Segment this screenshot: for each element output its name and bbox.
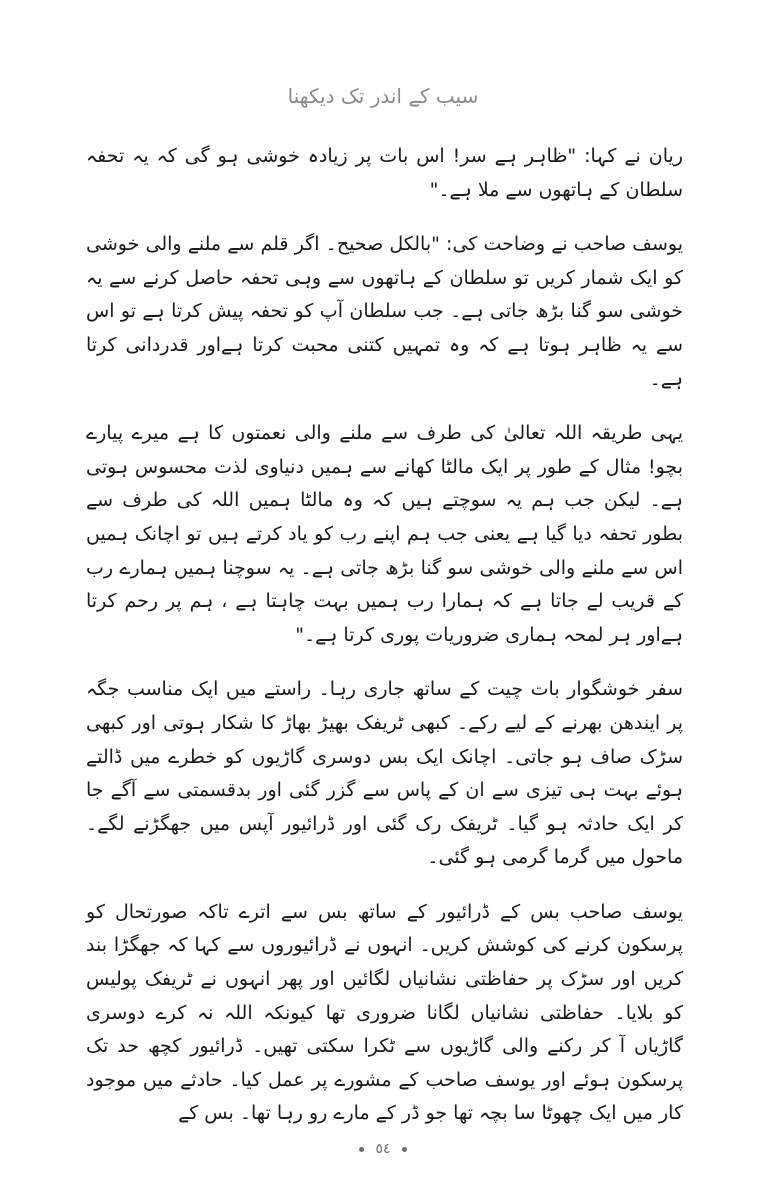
running-header: سیب کے اندر تک دیکھنا xyxy=(287,84,479,108)
paragraph: یہی طریقہ اللہ تعالیٰ کی طرف سے ملنے والی نعمتوں کا ہے میرے پیارے بچو! مثال کے طور پر ایک مالٹا کھانے سے ہمیں دنیاوی لذت محسوس ہوتی ہے۔ لیکن جب ہم یہ سوچتے ہیں کہ وہ مالٹا ہمیں اللہ کی طرف سے بطور تحفہ دیا گیا ہے یعنی جب ہم اپنے رب کو یاد کرتے ہیں تو اچانک ہمیں اس سے ملنے والی خوشی سو گنا بڑھ جاتی ہے۔ یہ سوچنا ہمیں ہمارے رب کے قریب لے جاتا ہے کہ ہمارا رب ہمیں بہت چاہتا ہے ، ہم پر رحم کرتا ہےاور ہر لمحہ ہماری ضروریات پوری کرتا ہے۔" xyxy=(86,422,683,646)
page-number-footer xyxy=(0,1141,766,1157)
page-body xyxy=(86,140,683,1152)
paragraph: سفر خوشگوار بات چیت کے ساتھ جاری رہا۔ راستے میں ایک مناسب جگہ پر ایندھن بھرنے کے لیے رکے۔ کبھی ٹریفک بھیڑ بھاڑ کا شکار ہوتی اور کبھی سڑک صاف ہو جاتی۔ اچانک ایک بس دوسری گاڑیوں کو خطرے میں ڈالتے ہوئے بہت ہی تیزی سے ان کے پاس سے گزر گئی اور بدقسمتی سے آگے جا کر ایک حادثہ ہو گیا۔ ٹریفک رک گئی اور ڈرائیور آپس میں جھگڑنے لگے۔ ماحول میں گرما گرمی ہو گئی۔ xyxy=(86,678,683,869)
bullet-dot-icon xyxy=(359,1147,364,1152)
bullet-dot-icon xyxy=(402,1147,407,1152)
paragraph: ریان نے کہا: "ظاہر ہے سر! اس بات پر زیادہ خوشی ہو گی کہ یہ تحفہ سلطان کے ہاتھوں سے ملا ہے۔" xyxy=(86,145,683,201)
page-number: ٥٤ xyxy=(375,1141,391,1157)
paragraph: یوسف صاحب بس کے ڈرائیور کے ساتھ بس سے اترے تاکہ صورتحال کو پرسکون کرنے کی کوشش کریں۔ انہوں نے ڈرائیوروں سے کہا کہ جھگڑا بند کریں اور سڑک پر حفاظتی نشانیاں لگائیں اور پھر انہوں نے ٹریفک پولیس کو بلایا۔ حفاظتی نشانیاں لگانا ضروری تھا کیونکہ اللہ نہ کرے دوسری گاڑیاں آ کر رکنے والی گاڑیوں سے ٹکرا سکتی تھیں۔ ڈرائیور کچھ حد تک پرسکون ہوئے اور یوسف صاحب کے مشورے پر عمل کیا۔ حادثے میں موجود کار میں ایک چھوٹا سا بچہ تھا جو ڈر کے مارے رو رہا تھا۔ بس کے xyxy=(86,900,683,1125)
paragraph: یوسف صاحب نے وضاحت کی: "بالکل صحیح۔ اگر قلم سے ملنے والی خوشی کو ایک شمار کریں تو سلطان کے ہاتھوں سے وہی تحفہ حاصل کرنے سے یہ خوشی سو گنا بڑھ جاتی ہے۔ جب سلطان آپ کو تحفہ پیش کرتا ہے تو اس سے یہ ظاہر ہوتا ہے کہ وہ تمہیں کتنی محبت کرتا ہےاور قدردانی کرتا ہے۔ xyxy=(86,233,683,390)
